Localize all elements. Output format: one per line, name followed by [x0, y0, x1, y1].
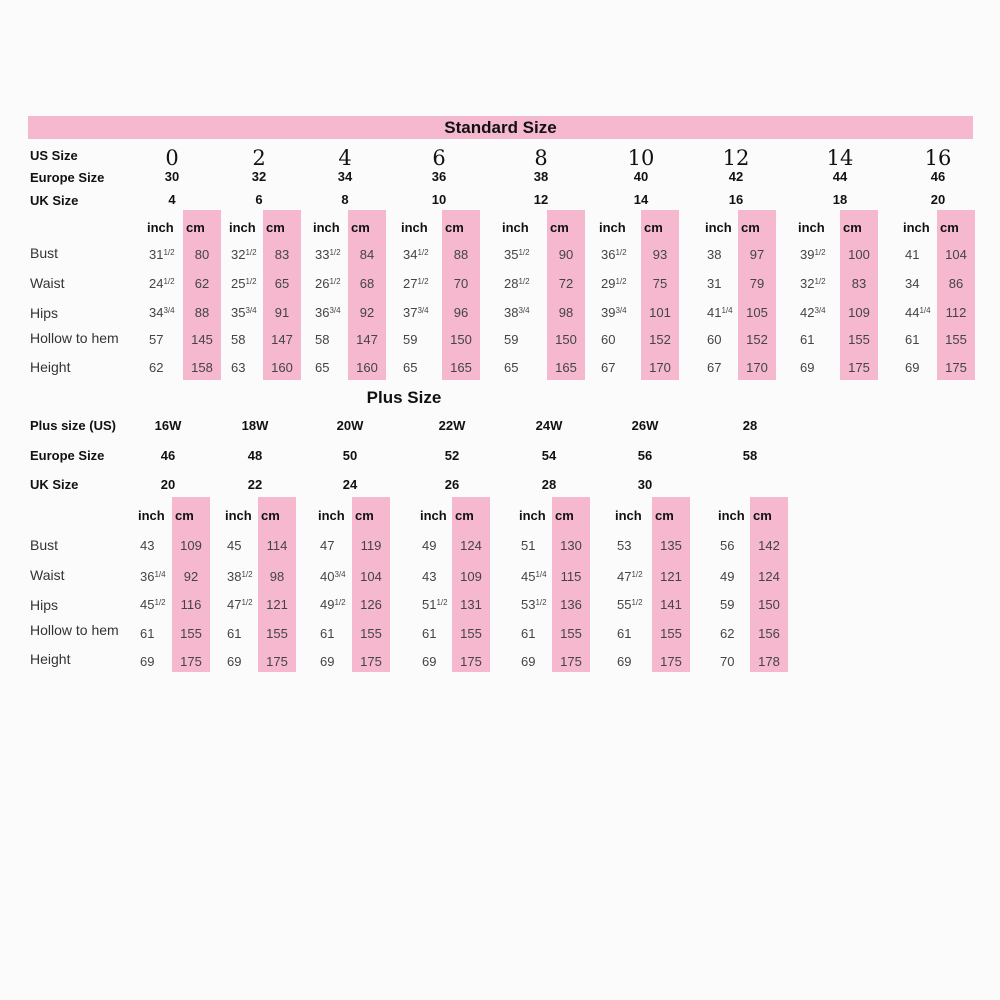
cm-value: 150 — [555, 332, 577, 347]
cm-column-band — [263, 210, 301, 380]
eu-size-value: 34 — [337, 169, 353, 184]
cm-column-band — [840, 210, 878, 380]
inch-value: 69 — [905, 360, 920, 375]
cm-value: 136 — [560, 597, 582, 612]
us-size-value: 10 — [627, 146, 655, 170]
cm-value: 68 — [359, 276, 375, 291]
inch-value: 57 — [149, 332, 164, 347]
cm-value: 70 — [453, 276, 469, 291]
inch-value: 38 — [707, 247, 722, 262]
cm-value: 98 — [558, 305, 574, 320]
cm-column-band — [452, 497, 490, 672]
cm-value: 119 — [360, 538, 382, 553]
cm-value: 150 — [450, 332, 472, 347]
cm-value: 88 — [194, 305, 210, 320]
cm-column-band — [172, 497, 210, 672]
cm-header: cm — [644, 220, 663, 235]
uk-size-label: UK Size — [30, 193, 79, 208]
plus-size-title: Plus Size — [366, 388, 442, 407]
inch-value: $35^{1/2}$ — [504, 247, 530, 262]
eu-size-value: 36 — [431, 169, 447, 184]
inch-value: 59 — [720, 597, 735, 612]
cm-value: 147 — [356, 332, 378, 347]
inch-value: 49 — [422, 538, 437, 553]
cm-value: 150 — [758, 597, 780, 612]
inch-value: $24^{1/2}$ — [149, 276, 175, 291]
cm-value: 75 — [652, 276, 668, 291]
cm-value: 131 — [460, 597, 482, 612]
cm-header: cm — [261, 508, 280, 523]
inch-value: 59 — [504, 332, 519, 347]
cm-value: 158 — [191, 360, 213, 375]
cm-header: cm — [741, 220, 760, 235]
eu-size-value: 46 — [930, 169, 946, 184]
cm-value: 90 — [558, 247, 574, 262]
cm-value: 155 — [266, 626, 288, 641]
cm-value: 175 — [460, 654, 482, 669]
cm-value: 170 — [746, 360, 768, 375]
cm-value: 62 — [194, 276, 210, 291]
inch-header: inch — [615, 508, 642, 523]
uk-size-value: 20 — [930, 192, 946, 207]
measure-label: Hips — [30, 305, 59, 321]
inch-value: $27^{1/2}$ — [403, 276, 429, 291]
cm-column-band — [937, 210, 975, 380]
inch-value: $49^{1/2}$ — [320, 597, 346, 612]
inch-value: $47^{1/2}$ — [227, 597, 253, 612]
cm-value: 79 — [749, 276, 765, 291]
cm-value: 175 — [660, 654, 682, 669]
inch-header: inch — [229, 220, 256, 235]
us-size-value: 16W — [154, 418, 182, 433]
inch-value: $26^{1/2}$ — [315, 276, 341, 291]
inch-header: inch — [798, 220, 825, 235]
inch-value: $55^{1/2}$ — [617, 597, 643, 612]
cm-value: 100 — [848, 247, 870, 262]
cm-value: 155 — [460, 626, 482, 641]
measure-label: Waist — [30, 567, 65, 583]
cm-value: 88 — [453, 247, 469, 262]
europe-size-label: Europe Size — [30, 448, 105, 463]
inch-value: $45^{1/4}$ — [521, 569, 547, 584]
cm-value: 175 — [848, 360, 870, 375]
inch-value: 43 — [140, 538, 155, 553]
inch-value: $36^{3/4}$ — [315, 305, 341, 320]
uk-size-value: 18 — [832, 192, 848, 207]
measure-label: Hollow to hem — [30, 622, 119, 638]
uk-size-value: 30 — [637, 477, 653, 492]
inch-value: 69 — [521, 654, 536, 669]
uk-size-label: UK Size — [30, 477, 79, 492]
cm-column-band — [750, 497, 788, 672]
us-size-value: 0 — [165, 146, 179, 170]
inch-value: 49 — [720, 569, 735, 584]
cm-value: 104 — [360, 569, 382, 584]
uk-size-value: 8 — [341, 192, 349, 207]
us-size-label: Plus size (US) — [30, 418, 116, 433]
cm-value: 116 — [180, 597, 202, 612]
cm-value: 114 — [266, 538, 288, 553]
inch-value: 58 — [315, 332, 330, 347]
cm-value: 155 — [945, 332, 967, 347]
cm-value: 91 — [274, 305, 290, 320]
europe-size-label: Europe Size — [30, 170, 105, 185]
cm-header: cm — [186, 220, 205, 235]
us-size-value: 26W — [631, 418, 659, 433]
cm-column-band — [352, 497, 390, 672]
us-size-value: 6 — [432, 146, 446, 170]
inch-value: 69 — [800, 360, 815, 375]
inch-value: $31^{1/2}$ — [149, 247, 175, 262]
cm-value: 152 — [649, 332, 671, 347]
inch-value: $53^{1/2}$ — [521, 597, 547, 612]
inch-value: 67 — [707, 360, 722, 375]
us-size-label: US Size — [30, 148, 78, 163]
cm-value: 155 — [560, 626, 582, 641]
eu-size-value: 52 — [444, 448, 460, 463]
cm-header: cm — [445, 220, 464, 235]
inch-value: $32^{1/2}$ — [800, 276, 826, 291]
cm-header: cm — [940, 220, 959, 235]
cm-value: 101 — [649, 305, 671, 320]
inch-value: 61 — [617, 626, 632, 641]
cm-value: 175 — [266, 654, 288, 669]
inch-value: $37^{3/4}$ — [403, 305, 429, 320]
cm-value: 160 — [271, 360, 293, 375]
cm-value: 86 — [948, 276, 964, 291]
inch-value: $35^{3/4}$ — [231, 305, 257, 320]
us-size-value: 28 — [742, 418, 758, 433]
cm-value: 135 — [660, 538, 682, 553]
inch-value: 65 — [315, 360, 330, 375]
uk-size-value: 6 — [255, 192, 263, 207]
inch-value: 59 — [403, 332, 418, 347]
inch-value: 61 — [800, 332, 815, 347]
inch-value: $33^{1/2}$ — [315, 247, 341, 262]
inch-value: 60 — [601, 332, 616, 347]
eu-size-value: 54 — [541, 448, 557, 463]
cm-value: 124 — [460, 538, 482, 553]
inch-value: $34^{1/2}$ — [403, 247, 429, 262]
cm-value: 112 — [945, 305, 967, 320]
inch-value: 45 — [227, 538, 242, 553]
inch-value: $32^{1/2}$ — [231, 247, 257, 262]
cm-value: 142 — [758, 538, 780, 553]
inch-header: inch — [718, 508, 745, 523]
cm-value: 96 — [453, 305, 469, 320]
inch-value: $38^{3/4}$ — [504, 305, 530, 320]
inch-value: 69 — [227, 654, 242, 669]
uk-size-value: 28 — [541, 477, 557, 492]
inch-value: 61 — [521, 626, 536, 641]
inch-value: $39^{3/4}$ — [601, 305, 627, 320]
inch-value: 62 — [149, 360, 164, 375]
eu-size-value: 58 — [742, 448, 758, 463]
cm-value: 147 — [271, 332, 293, 347]
inch-value: 43 — [422, 569, 437, 584]
inch-value: $40^{3/4}$ — [320, 569, 346, 584]
inch-value: 69 — [140, 654, 155, 669]
inch-value: 60 — [707, 332, 722, 347]
inch-value: 34 — [905, 276, 920, 291]
inch-value: 65 — [403, 360, 418, 375]
inch-value: 56 — [720, 538, 735, 553]
cm-value: 175 — [180, 654, 202, 669]
eu-size-value: 30 — [164, 169, 180, 184]
us-size-value: 12 — [722, 146, 750, 170]
cm-value: 130 — [560, 538, 582, 553]
cm-value: 145 — [191, 332, 213, 347]
eu-size-value: 48 — [247, 448, 263, 463]
measure-label: Bust — [30, 245, 59, 261]
cm-value: 97 — [749, 247, 765, 262]
inch-value: $42^{3/4}$ — [800, 305, 826, 320]
cm-value: 65 — [274, 276, 290, 291]
cm-column-band — [738, 210, 776, 380]
cm-column-band — [552, 497, 590, 672]
us-size-value: 22W — [438, 418, 466, 433]
us-size-value: 8 — [534, 146, 548, 170]
cm-header: cm — [655, 508, 674, 523]
inch-value: $41^{1/4}$ — [707, 305, 733, 320]
standard-size-title: Standard Size — [444, 118, 557, 137]
inch-value: 69 — [617, 654, 632, 669]
us-size-value: 20W — [336, 418, 364, 433]
uk-size-value: 16 — [728, 192, 744, 207]
us-size-value: 16 — [924, 146, 952, 170]
us-size-value: 14 — [826, 146, 854, 170]
cm-value: 83 — [851, 276, 867, 291]
uk-size-value: 12 — [533, 192, 549, 207]
uk-size-value: 26 — [444, 477, 460, 492]
inch-header: inch — [138, 508, 165, 523]
cm-value: 121 — [660, 569, 682, 584]
inch-value: 41 — [905, 247, 920, 262]
cm-value: 155 — [360, 626, 382, 641]
cm-value: 178 — [758, 654, 780, 669]
cm-header: cm — [843, 220, 862, 235]
cm-header: cm — [555, 508, 574, 523]
eu-size-value: 50 — [342, 448, 358, 463]
cm-value: 175 — [945, 360, 967, 375]
inch-value: 61 — [422, 626, 437, 641]
cm-value: 109 — [848, 305, 870, 320]
cm-value: 109 — [460, 569, 482, 584]
measure-label: Hollow to hem — [30, 330, 119, 346]
eu-size-value: 38 — [533, 169, 549, 184]
cm-value: 165 — [555, 360, 577, 375]
inch-value: $45^{1/2}$ — [140, 597, 166, 612]
inch-value: $25^{1/2}$ — [231, 276, 257, 291]
inch-value: 65 — [504, 360, 519, 375]
inch-value: $39^{1/2}$ — [800, 247, 826, 262]
cm-value: 93 — [652, 247, 668, 262]
inch-value: 58 — [231, 332, 246, 347]
inch-value: 63 — [231, 360, 246, 375]
eu-size-value: 44 — [832, 169, 848, 184]
inch-value: 53 — [617, 538, 632, 553]
uk-size-value: 24 — [342, 477, 358, 492]
inch-value: 69 — [320, 654, 335, 669]
inch-header: inch — [519, 508, 546, 523]
measure-label: Height — [30, 651, 71, 667]
inch-value: $28^{1/2}$ — [504, 276, 530, 291]
cm-header: cm — [355, 508, 374, 523]
cm-value: 104 — [945, 247, 967, 262]
uk-size-value: 22 — [247, 477, 263, 492]
inch-value: 61 — [227, 626, 242, 641]
uk-size-value: 4 — [168, 192, 176, 207]
inch-value: $38^{1/2}$ — [227, 569, 253, 584]
inch-value: 70 — [720, 654, 735, 669]
eu-size-value: 56 — [637, 448, 653, 463]
cm-value: 156 — [758, 626, 780, 641]
inch-header: inch — [313, 220, 340, 235]
inch-value: 31 — [707, 276, 722, 291]
measure-label: Waist — [30, 275, 65, 291]
inch-header: inch — [401, 220, 428, 235]
cm-value: 72 — [558, 276, 574, 291]
cm-header: cm — [455, 508, 474, 523]
eu-size-value: 42 — [728, 169, 744, 184]
inch-header: inch — [502, 220, 529, 235]
cm-value: 98 — [269, 569, 285, 584]
measure-label: Height — [30, 359, 71, 375]
cm-value: 92 — [359, 305, 375, 320]
cm-header: cm — [175, 508, 194, 523]
cm-value: 170 — [649, 360, 671, 375]
us-size-value: 2 — [252, 146, 266, 170]
uk-size-value: 20 — [160, 477, 176, 492]
inch-value: $36^{1/2}$ — [601, 247, 627, 262]
inch-value: $51^{1/2}$ — [422, 597, 448, 612]
inch-value: $44^{1/4}$ — [905, 305, 931, 320]
inch-value: $36^{1/4}$ — [140, 569, 166, 584]
uk-size-value: 10 — [431, 192, 447, 207]
inch-value: 47 — [320, 538, 335, 553]
cm-value: 175 — [360, 654, 382, 669]
inch-value: 69 — [422, 654, 437, 669]
cm-header: cm — [753, 508, 772, 523]
cm-column-band — [258, 497, 296, 672]
cm-value: 84 — [359, 247, 375, 262]
inch-header: inch — [147, 220, 174, 235]
inch-value: $47^{1/2}$ — [617, 569, 643, 584]
cm-value: 152 — [746, 332, 768, 347]
cm-header: cm — [550, 220, 569, 235]
cm-value: 141 — [660, 597, 682, 612]
cm-value: 165 — [450, 360, 472, 375]
eu-size-value: 46 — [160, 448, 176, 463]
cm-value: 155 — [180, 626, 202, 641]
us-size-value: 24W — [535, 418, 563, 433]
cm-header: cm — [266, 220, 285, 235]
cm-value: 121 — [266, 597, 288, 612]
cm-column-band — [183, 210, 221, 380]
measure-label: Bust — [30, 537, 59, 553]
cm-value: 155 — [660, 626, 682, 641]
cm-column-band — [652, 497, 690, 672]
us-size-value: 4 — [338, 146, 352, 170]
inch-value: 62 — [720, 626, 735, 641]
eu-size-value: 32 — [251, 169, 267, 184]
inch-value: 61 — [140, 626, 155, 641]
inch-header: inch — [420, 508, 447, 523]
cm-column-band — [348, 210, 386, 380]
cm-column-band — [547, 210, 585, 380]
cm-column-band — [442, 210, 480, 380]
cm-column-band — [641, 210, 679, 380]
cm-value: 175 — [560, 654, 582, 669]
eu-size-value: 40 — [633, 169, 649, 184]
cm-value: 115 — [560, 569, 582, 584]
cm-value: 126 — [360, 597, 382, 612]
cm-value: 92 — [183, 569, 199, 584]
cm-value: 160 — [356, 360, 378, 375]
inch-header: inch — [225, 508, 252, 523]
cm-value: 83 — [274, 247, 290, 262]
cm-header: cm — [351, 220, 370, 235]
cm-value: 155 — [848, 332, 870, 347]
inch-header: inch — [318, 508, 345, 523]
uk-size-value: 14 — [633, 192, 649, 207]
cm-value: 105 — [746, 305, 768, 320]
cm-value: 109 — [180, 538, 202, 553]
cm-value: 80 — [194, 247, 210, 262]
us-size-value: 18W — [241, 418, 269, 433]
inch-value: $29^{1/2}$ — [601, 276, 627, 291]
inch-header: inch — [903, 220, 930, 235]
inch-value: 61 — [905, 332, 920, 347]
inch-value: $34^{3/4}$ — [149, 305, 175, 320]
inch-value: 51 — [521, 538, 536, 553]
measure-label: Hips — [30, 597, 59, 613]
cm-value: 124 — [758, 569, 780, 584]
inch-header: inch — [705, 220, 732, 235]
inch-value: 61 — [320, 626, 335, 641]
inch-value: 67 — [601, 360, 616, 375]
inch-header: inch — [599, 220, 626, 235]
